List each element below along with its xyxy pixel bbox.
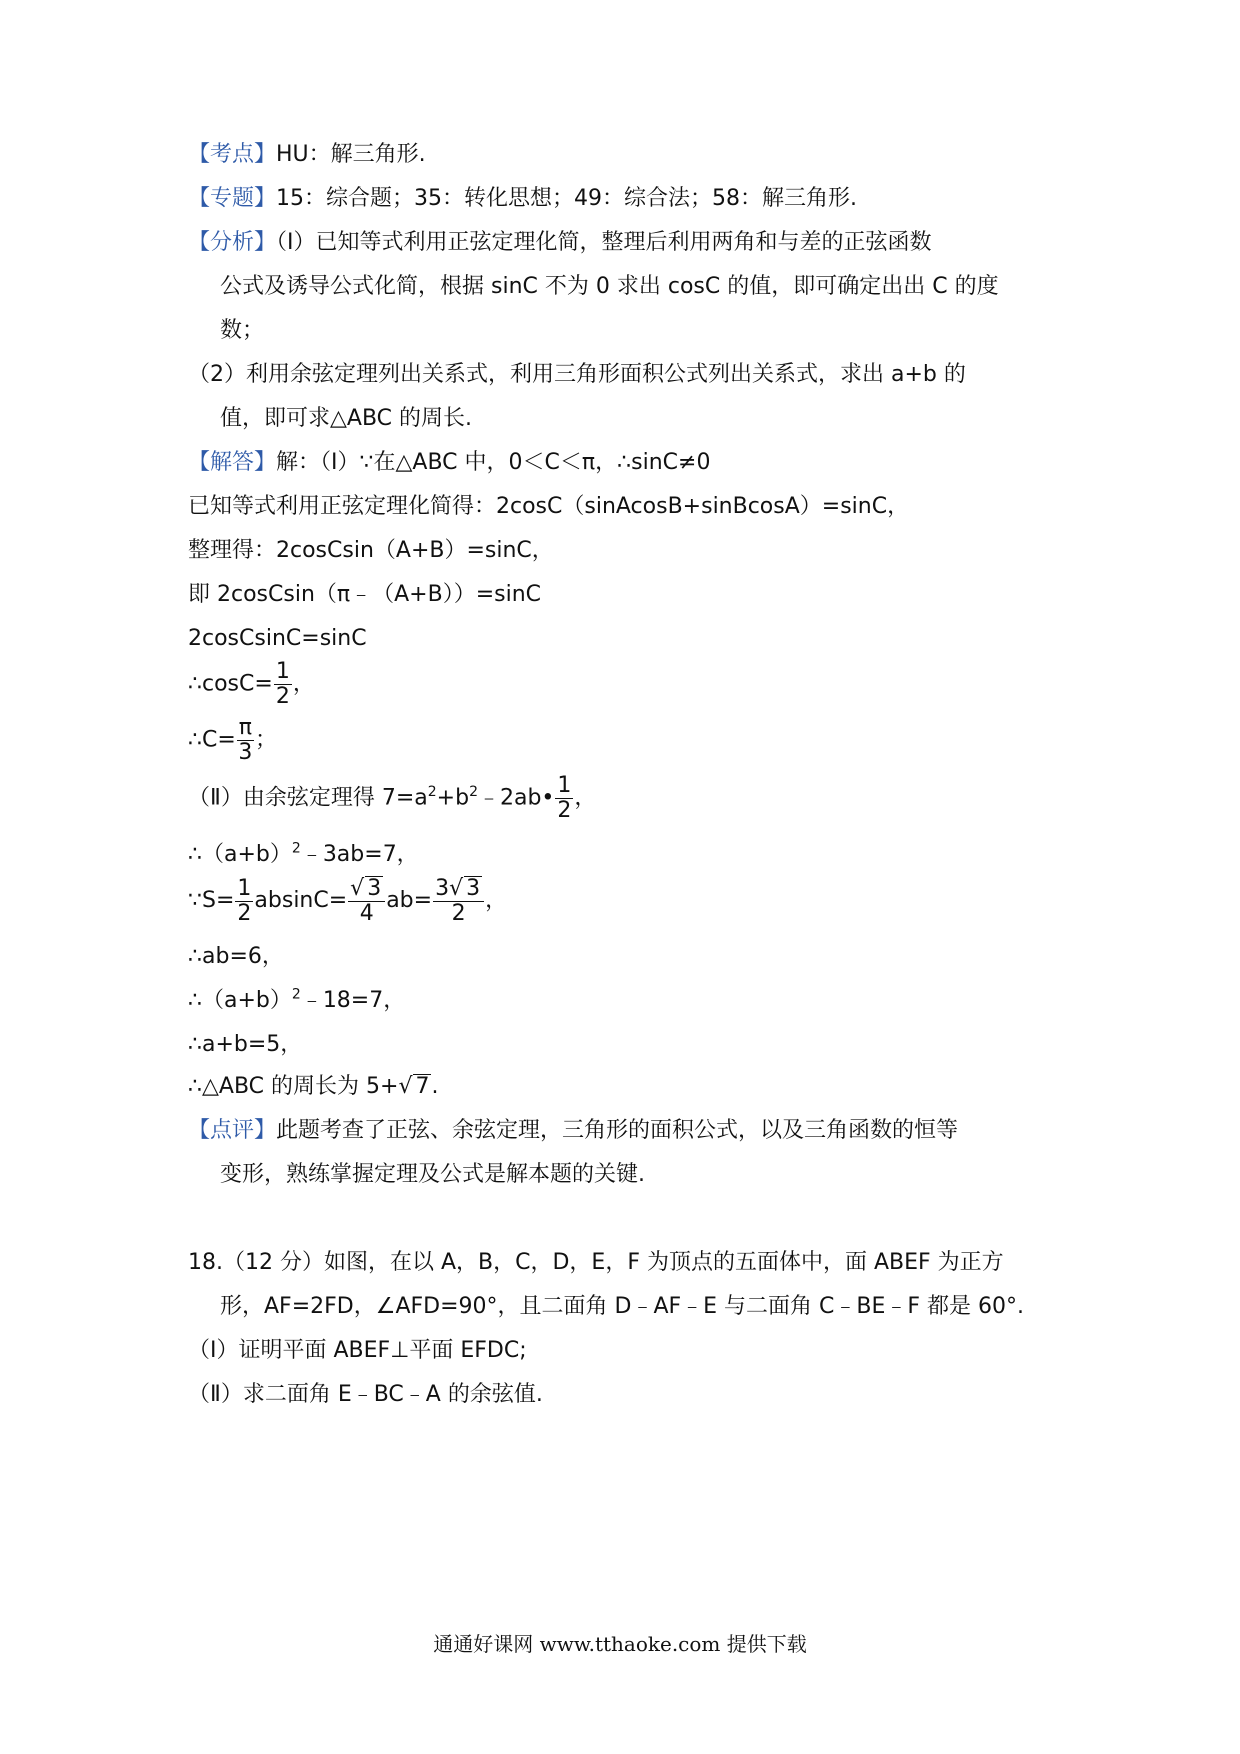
q18-line-3: （Ⅰ）证明平面 ABEF⊥平面 EFDC; [188,1338,527,1363]
fraction [555,774,573,823]
jieda-tag: 【解答】 [188,450,277,475]
jieda-line-9 [188,840,1088,870]
jieda-line-14: ∴△ABC 的周长为 5+√ 7. [188,1074,439,1099]
formula-text: +b [436,785,470,811]
jieda-line-6 [188,660,1088,709]
denominator: 2 [451,901,466,926]
exponent: 2 [469,784,478,801]
jieda-line-8 [188,774,1088,823]
formula-text: ∴（a+b） [188,842,292,867]
zhuanti-tag: 【专题】 [188,186,277,211]
numerator: 3√ 3 [433,876,484,902]
jieda-line-4: 即 2cosCsin（π﹣（A+B））=sinC [188,582,542,607]
numerator: √ 3 [348,876,385,902]
formula-text: absinC= [254,888,348,913]
fraction [274,660,292,709]
numerator: 1 [557,773,572,798]
kaodian-text: HU：解三角形. [276,142,426,167]
fenxi-tag: 【分析】 [188,230,277,255]
zhuanti-line [188,184,1088,214]
formula-text: ∵S= [188,888,235,913]
denominator: 3 [238,740,253,765]
jieda-line-5: 2cosCsinC=sinC [188,626,367,651]
dianping-text-1: 此题考查了正弦、余弦定理，三角形的面积公式，以及三角函数的恒等 [276,1118,959,1143]
formula-text: ﹣18=7， [300,988,406,1013]
fenxi-line-3: 数； [220,318,265,343]
zhuanti-text: 15：综合题；35：转化思想；49：综合法；58：解三角形. [276,186,857,211]
jieda-line-11: ∴ab=6， [188,944,284,969]
coefficient: 3 [435,876,450,901]
formula-text: ， [292,671,315,697]
formula-text: （Ⅱ）由余弦定理得 7=a [188,785,428,811]
q18-line-2: 形，AF=2FD，∠AFD=90°，且二面角 D﹣AF﹣E 与二面角 C﹣BE﹣F 都是 60°. [220,1294,1025,1319]
formula-text: ， [485,888,508,913]
radicand: 7 [415,1074,430,1099]
jieda-line-13: ∴a+b=5， [188,1032,303,1057]
page-footer: 通通好课网 www.tthaoke.com 提供下载 [433,1632,807,1656]
jieda-line-7 [188,716,1088,765]
formula-text: ﹣2ab• [477,785,555,811]
jieda-line-3: 整理得：2cosCsin（A+B）=sinC， [188,538,554,563]
formula-text: ； [255,727,278,753]
fraction [235,877,253,926]
jieda-line-1 [188,448,1088,478]
jieda-line-2: 已知等式利用正弦定理化简得：2cosC（sinAcosB+sinBcosA）=sinC， [188,494,910,519]
exponent: 2 [427,784,437,801]
exponent: 2 [291,840,301,857]
dianping-line-2: 变形，熟练掌握定理及公式是解本题的关键. [220,1162,645,1187]
radicand: 3 [466,876,481,901]
formula-text: ∴C= [188,727,236,753]
fenxi-line-2: 公式及诱导公式化简，根据 sinC 不为 0 求出 cosC 的值，即可确定出出 C 的度 [220,274,999,299]
jieda-line-10 [188,876,1088,926]
denominator: 2 [557,798,572,823]
formula-text: ∴△ABC 的周长为 5+ [188,1074,399,1099]
formula-text: ∴（a+b） [188,988,292,1013]
formula-text: ∴cosC= [188,671,273,697]
radicand: 3 [367,876,382,901]
fraction [433,876,484,926]
denominator: 2 [237,900,252,926]
q18-line-4: （Ⅱ）求二面角 E﹣BC﹣A 的余弦值. [188,1382,543,1407]
formula-text: ﹣3ab=7， [300,842,419,867]
formula-text: ab= [386,888,433,913]
fenxi-text-1: （Ⅰ）已知等式利用正弦定理化简，整理后利用两角和与差的正弦函数 [276,230,932,255]
jieda-line-12 [188,986,1088,1016]
kaodian-tag: 【考点】 [188,142,277,167]
formula-text: . [431,1074,439,1099]
fraction [237,716,254,765]
jieda-text-1: 解：（Ⅰ）∵在△ABC 中，0＜C＜π，∴sinC≠0 [276,450,711,475]
q18-line-1: 18.（12 分）如图，在以 A，B，C，D，E，F 为顶点的五面体中，面 ABEF 为正方 [188,1250,1004,1275]
dianping-tag: 【点评】 [188,1118,277,1143]
denominator: 2 [275,684,290,709]
fenxi-line-1 [188,228,1088,258]
dianping-line-1 [188,1116,1088,1146]
numerator: 1 [237,875,252,901]
kaodian-line [188,140,1088,170]
denominator: 4 [359,901,374,926]
exponent: 2 [291,986,301,1003]
fraction [348,876,385,926]
numerator: 1 [275,659,290,684]
fenxi-line-5: 值，即可求△ABC 的周长. [220,406,473,431]
fenxi-line-4: （2）利用余弦定理列出关系式，利用三角形面积公式列出关系式，求出 a+b 的 [188,362,966,387]
numerator: π [238,715,253,740]
formula-text: ， [574,785,597,811]
